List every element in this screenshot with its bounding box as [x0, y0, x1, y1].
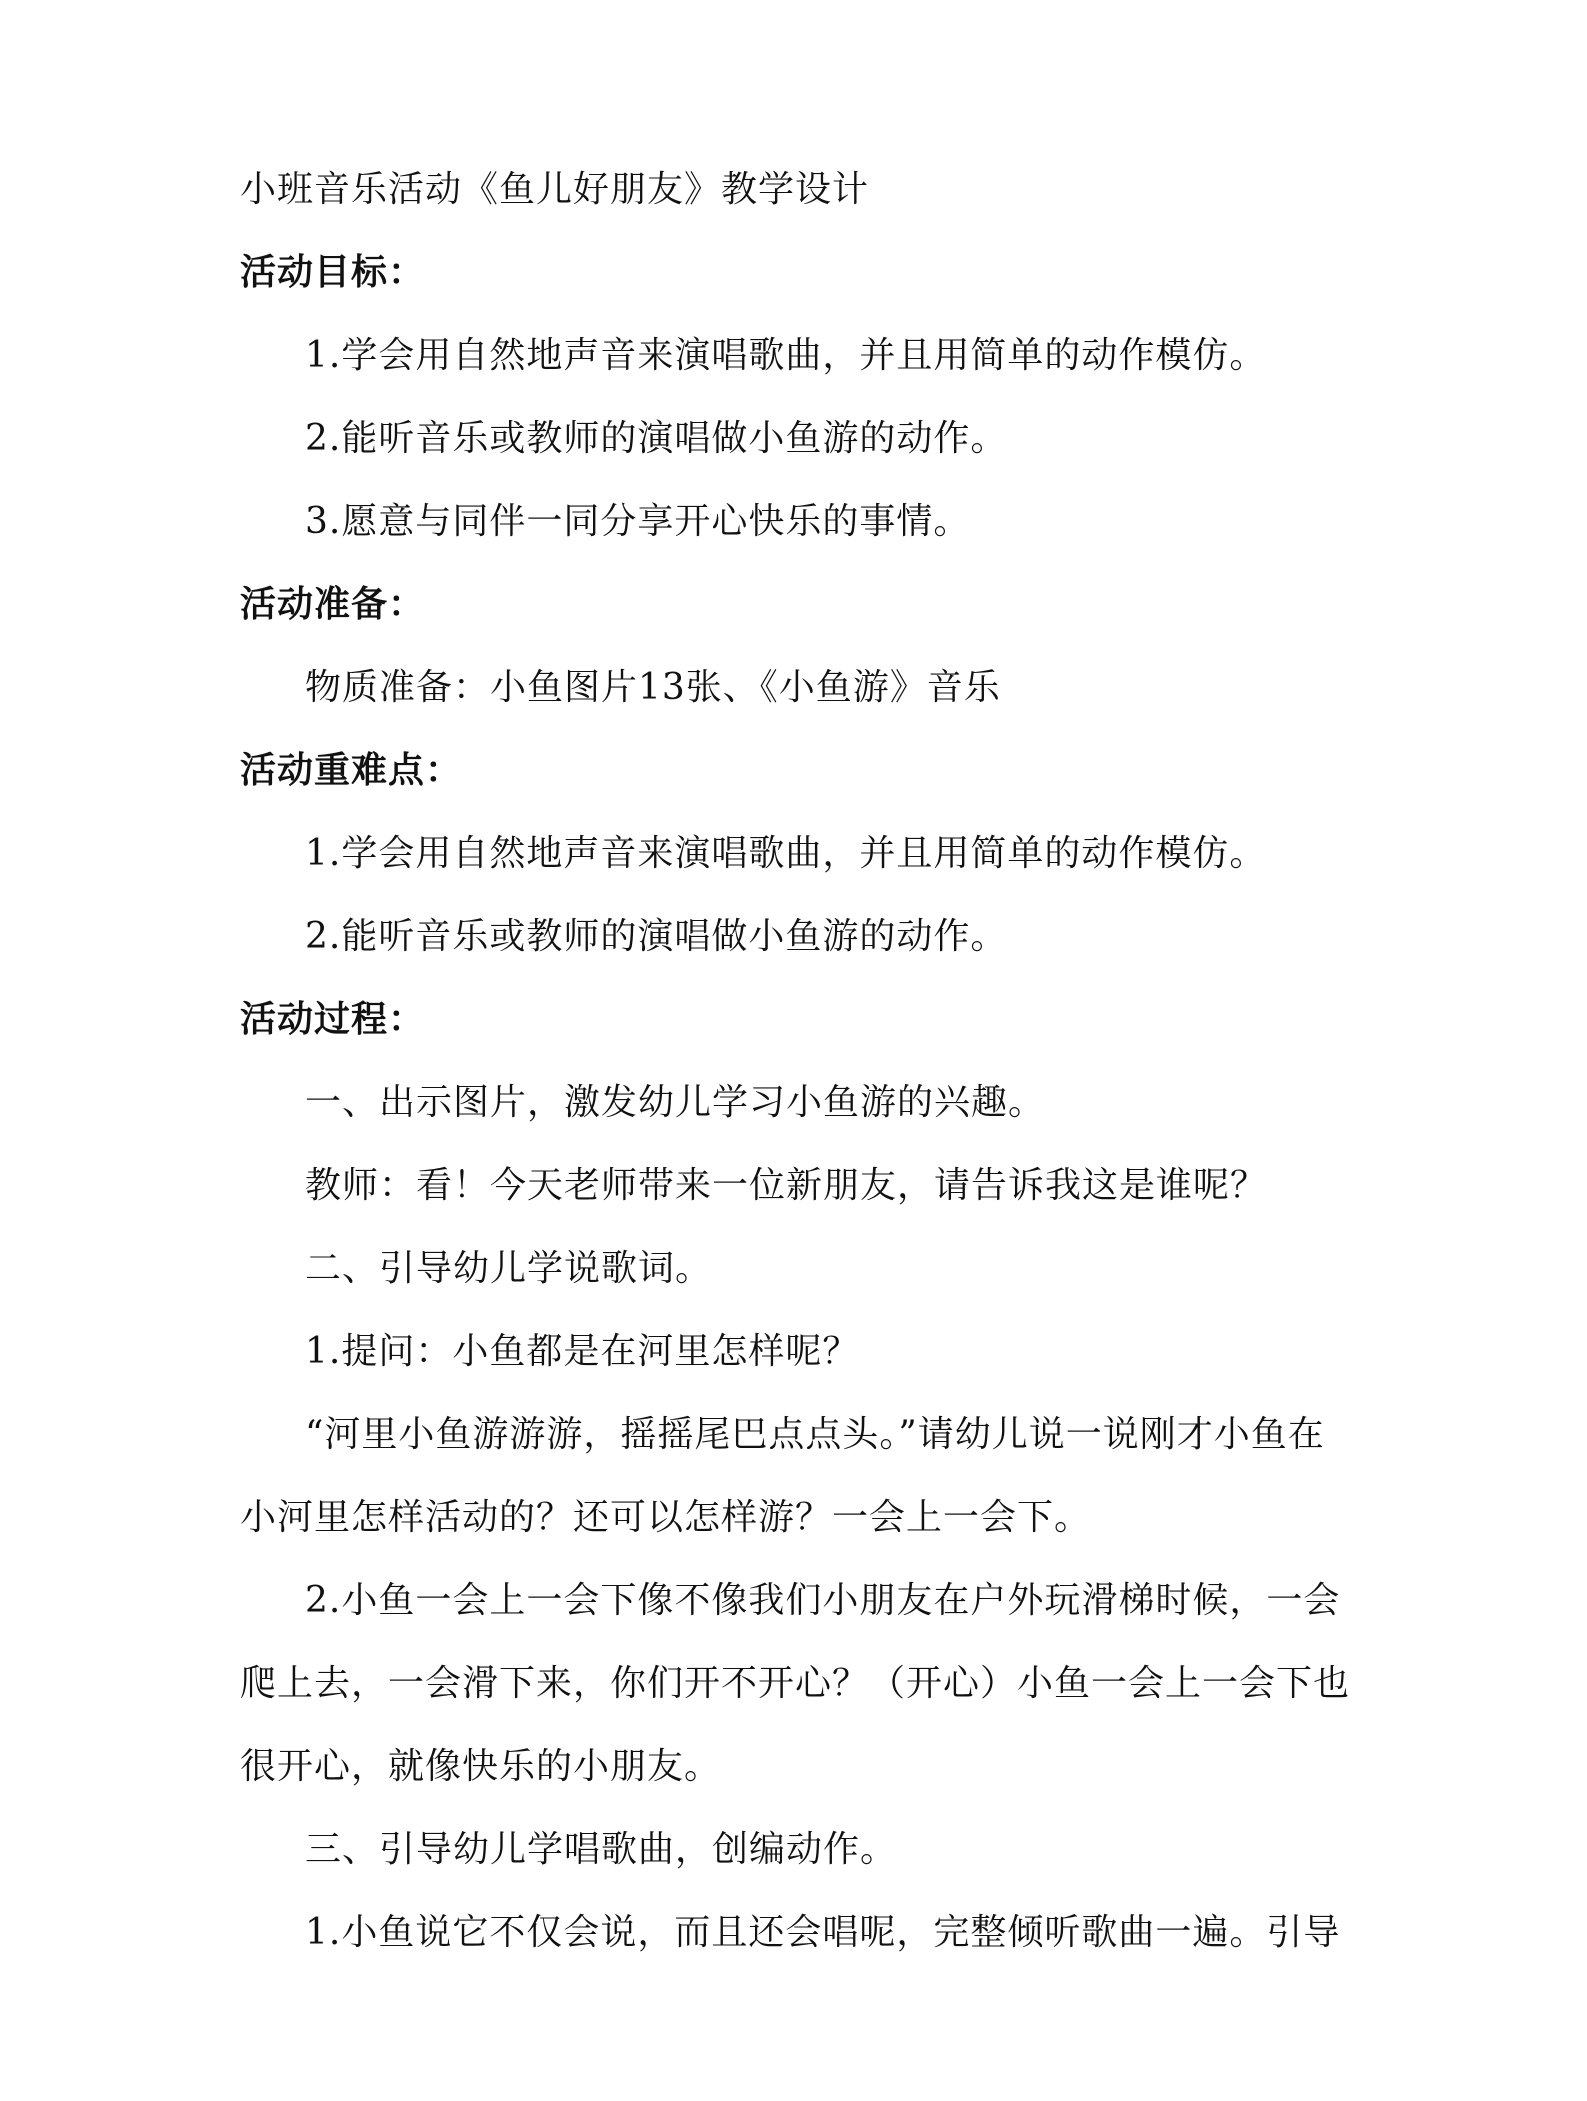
document-title: 小班音乐活动《鱼儿好朋友》教学设计 — [240, 169, 870, 210]
focus-item: 2.能听音乐或教师的演唱做小鱼游的动作。 — [305, 916, 1008, 957]
process-line: 小河里怎样活动的？还可以怎样游？一会上一会下。 — [240, 1497, 1092, 1538]
process-line: 爬上去，一会滑下来，你们开不开心？（开心）小鱼一会上一会下也 — [240, 1663, 1351, 1704]
prep-heading: 活动准备： — [240, 583, 426, 625]
focus-item: 1.学会用自然地声音来演唱歌曲，并且用简单的动作模仿。 — [305, 833, 1267, 874]
prep-text: 物质准备：小鱼图片13张、《小鱼游》音乐 — [305, 667, 1001, 708]
process-line: 1.提问：小鱼都是在河里怎样呢？ — [305, 1331, 860, 1372]
document-body — [240, 148, 1351, 1974]
goal-item: 1.学会用自然地声音来演唱歌曲，并且用简单的动作模仿。 — [305, 335, 1267, 376]
process-line: 教师：看！今天老师带来一位新朋友，请告诉我这是谁呢？ — [305, 1165, 1268, 1206]
process-line: 二、引导幼儿学说歌词。 — [305, 1248, 713, 1289]
focus-heading: 活动重难点： — [240, 749, 463, 791]
process-line: “河里小鱼游游游，摇摇尾巴点点头。”请幼儿说一说刚才小鱼在 — [305, 1414, 1325, 1455]
goal-item: 3.愿意与同伴一同分享开心快乐的事情。 — [305, 501, 971, 542]
process-line: 一、出示图片，激发幼儿学习小鱼游的兴趣。 — [305, 1082, 1046, 1123]
process-line: 很开心，就像快乐的小朋友。 — [240, 1746, 722, 1787]
goals-heading: 活动目标： — [240, 251, 426, 293]
process-line: 1.小鱼说它不仅会说，而且还会唱呢，完整倾听歌曲一遍。引导 — [305, 1912, 1341, 1953]
goal-item: 2.能听音乐或教师的演唱做小鱼游的动作。 — [305, 418, 1008, 459]
process-line: 三、引导幼儿学唱歌曲，创编动作。 — [305, 1829, 898, 1870]
process-heading: 活动过程： — [240, 998, 426, 1040]
process-line: 2.小鱼一会上一会下像不像我们小朋友在户外玩滑梯时候，一会 — [305, 1580, 1341, 1621]
